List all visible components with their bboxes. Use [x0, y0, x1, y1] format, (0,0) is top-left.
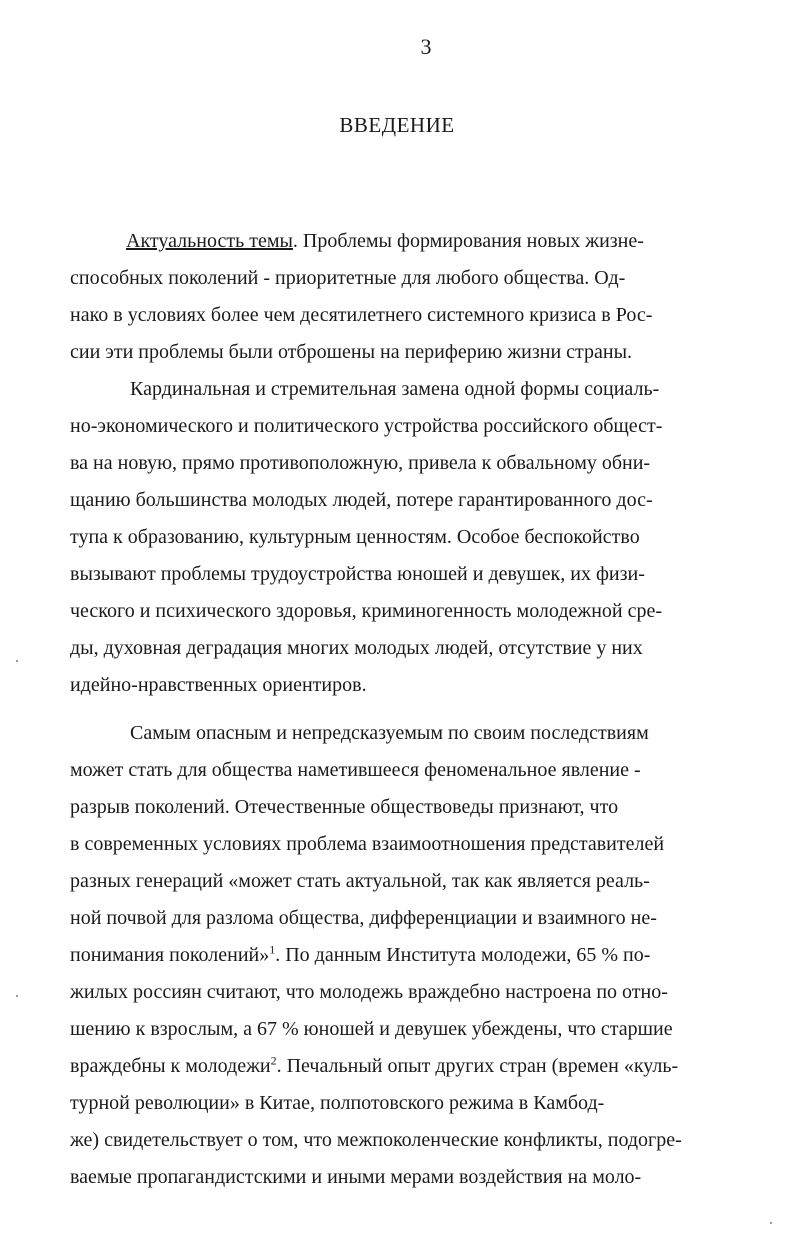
- paragraph-3-line-1: Самым опасным и непредсказуемым по своим последствиям: [130, 722, 649, 744]
- paragraph-2-line-1: Кардинальная и стремительная замена одной формы социаль-: [130, 378, 660, 400]
- paragraph-2-line-5: тупа к образованию, культурным ценностям. Особое беспокойство: [70, 526, 640, 548]
- paragraph-2-line-7: ческого и психического здоровья, криминогенность молодежной сре-: [70, 600, 663, 622]
- paragraph-2-line-4: щанию большинства молодых людей, потере гарантированного дос-: [70, 489, 653, 511]
- paragraph-3-line-9: шению к взрослым, а 67 % юношей и девушек убеждены, что старшие: [70, 1018, 673, 1040]
- paragraph-3-line-5: разных генераций «может стать актуальной, так как является реаль-: [70, 870, 650, 892]
- paragraph-1-line-3: нако в условиях более чем десятилетнего системного кризиса в Рос-: [70, 304, 653, 326]
- paragraph-3-line-7: понимания поколений»$^1$. По данным Института молодежи, 65 % по-: [70, 942, 651, 966]
- paragraph-2-line-6: вызывают проблемы трудоустройства юношей и девушек, их физи-: [70, 563, 645, 585]
- paragraph-2-line-8: ды, духовная деградация многих молодых людей, отсутствие у них: [70, 637, 643, 659]
- paragraph-3-line-4: в современных условиях проблема взаимоотношения представителей: [70, 833, 665, 855]
- page-number: 3: [420, 34, 432, 59]
- scan-speck: [770, 1222, 772, 1224]
- paragraph-3-line-8: жилых россиян считают, что молодежь враждебно настроена по отно-: [70, 981, 668, 1003]
- paragraph-1-line-4: сии эти проблемы были отброшены на периферию жизни страны.: [70, 341, 633, 363]
- topic-relevance-label: Актуальность темы: [126, 230, 293, 252]
- section-heading: ВВЕДЕНИЕ: [339, 113, 455, 137]
- paragraph-3-line-11: турной революции» в Китае, полпотовского режима в Камбод-: [70, 1092, 605, 1114]
- paragraph-3-line-13: ваемые пропагандистскими и иными мерами воздействия на моло-: [70, 1166, 642, 1188]
- paragraph-3-line-2: может стать для общества наметившееся феноменальное явление -: [70, 759, 641, 781]
- paragraph-3-line-3: разрыв поколений. Отечественные обществоведы признают, что: [70, 796, 619, 818]
- scan-speck: [16, 995, 18, 997]
- paragraph-3-line-12: же) свидетельствует о том, что межпоколенческие конфликты, подогре-: [70, 1129, 682, 1151]
- paragraph-1-line-1: Актуальность темы. Проблемы формирования новых жизне-: [126, 230, 644, 252]
- footnote-ref-2[interactable]: 2: [270, 1053, 277, 1068]
- paragraph-3-line-10: враждебны к молодежи$^2$. Печальный опыт других стран (времен «куль-: [70, 1053, 679, 1077]
- footnote-ref-1[interactable]: 1: [269, 942, 276, 957]
- paragraph-2-line-2: но-экономического и политического устройства российского общест-: [70, 415, 663, 437]
- paragraph-1-line-2: способных поколений - приоритетные для любого общества. Од-: [70, 267, 626, 289]
- paragraph-2-line-3: ва на новую, прямо противоположную, привела к обвальному обни-: [70, 452, 651, 474]
- scan-speck: [16, 660, 18, 662]
- paragraph-3-line-6: ной почвой для разлома общества, дифференциации и взаимного не-: [70, 907, 657, 929]
- paragraph-2-line-9: идейно-нравственных ориентиров.: [70, 674, 367, 696]
